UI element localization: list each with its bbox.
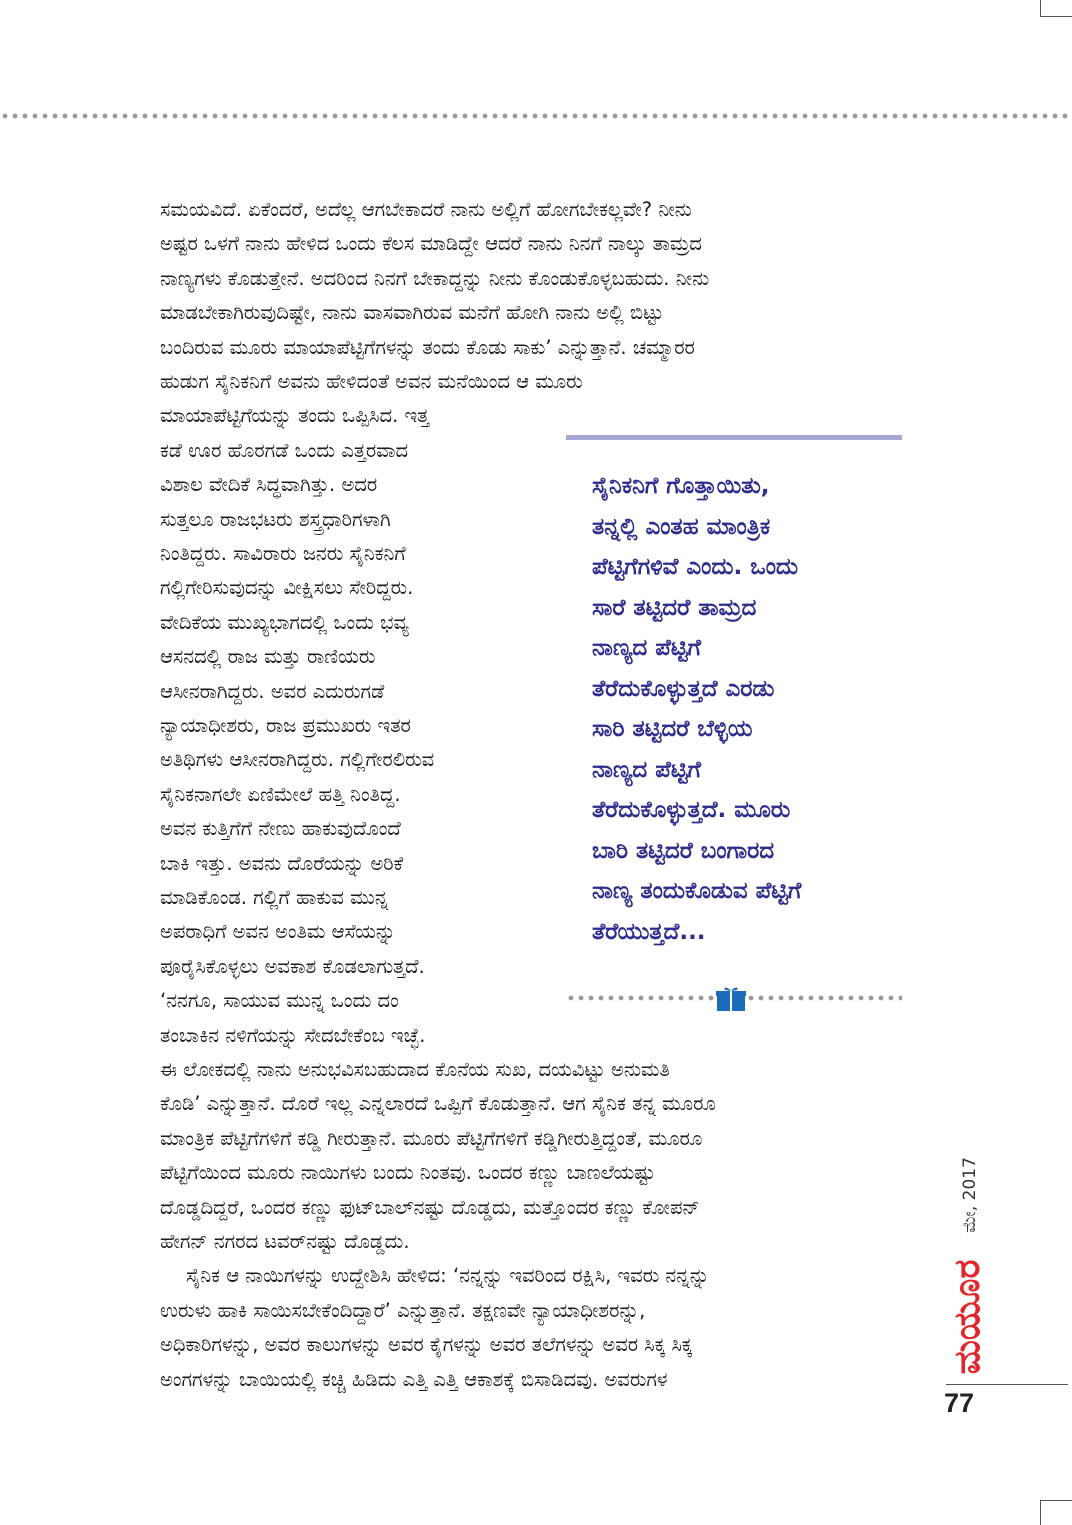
body-line: ಅಧಿಕಾರಿಗಳನ್ನು, ಅವರ ಕಾಲುಗಳನ್ನು ಅವರ ಕೈಗಳನ್ನು ಅವರ ತಲೆಗಳನ್ನು ಅವರ ಸಿಕ್ಕ ಸಿಕ್ಕ xyxy=(160,1333,693,1356)
body-line: ಕಡೆ ಊರ ಹೊರಗಡೆ ಒಂದು ಎತ್ತರವಾದ xyxy=(160,439,409,462)
crop-mark-bottom-right-horizontal xyxy=(1040,1500,1072,1501)
body-line: ಬಂದಿರುವ ಮೂರು ಮಾಯಾಪೆಟ್ಟಿಗೆಗಳನ್ನು ತಂದು ಕೊಡು ಸಾಕು’ ಎನ್ನುತ್ತಾನೆ. ಚಮ್ಮಾರರ xyxy=(160,336,695,359)
body-line: ಕೊಡಿ’ ಎನ್ನುತ್ತಾನೆ. ದೊರೆ ಇಲ್ಲ ಎನ್ನಲಾರದೆ ಒಪ್ಪಿಗೆ ಕೊಡುತ್ತಾನೆ. ಆಗ ಸೈನಿಕ ತನ್ನ ಮೂರೂ xyxy=(160,1092,716,1115)
body-line: ಬಾಕಿ ಇತ್ತು. ಅವನು ದೊರೆಯನ್ನು ಅರಿಕೆ xyxy=(160,852,404,875)
pull-quote-line: ತನ್ನಲ್ಲಿ ಎಂತಹ ಮಾಂತ್ರಿಕ xyxy=(592,513,771,540)
crop-mark-top-right-horizontal xyxy=(1040,16,1072,17)
body-line: ಅಷ್ಟರ ಒಳಗೆ ನಾನು ಹೇಳಿದ ಒಂದು ಕೆಲಸ ಮಾಡಿದ್ದೇ ಆದರೆ ನಾನು ನಿನಗೆ ನಾಲ್ಕು ತಾಮ್ರದ xyxy=(160,232,702,255)
body-line: ನಾಣ್ಯಗಳು ಕೊಡುತ್ತೇನೆ. ಅದರಿಂದ ನಿನಗೆ ಬೇಕಾದ್ದನ್ನು ನೀನು ಕೊಂಡುಕೊಳ್ಳಬಹುದು. ನೀನು xyxy=(160,267,710,290)
pull-quote-line: ತೆರೆದುಕೊಳ್ಳುತ್ತದೆ ಎರಡು xyxy=(592,675,775,702)
body-line: ಹುಡುಗ ಸೈನಿಕನಿಗೆ ಅವನು ಹೇಳಿದಂತೆ ಅವನ ಮನೆಯಿಂದ ಆ ಮೂರು xyxy=(160,370,583,393)
body-line: ವಿಶಾಲ ವೇದಿಕೆ ಸಿದ್ಧವಾಗಿತ್ತು. ಅದರ xyxy=(160,473,378,496)
body-line: ಅಂಗಗಳನ್ನು ಬಾಯಿಯಲ್ಲಿ ಕಚ್ಚಿ ಹಿಡಿದು ಎತ್ತಿ ಎತ್ತಿ ಆಕಾಶಕ್ಕೆ ಬಿಸಾಡಿದವು. ಅವರುಗಳ xyxy=(160,1368,668,1391)
body-line: ಮಾಂತ್ರಿಕ ಪೆಟ್ಟಿಗೆಗಳಿಗೆ ಕಡ್ಡಿ ಗೀರುತ್ತಾನೆ. ಮೂರು ಪೆಟ್ಟಿಗೆಗಳಿಗೆ ಕಡ್ಡಿಗೀರುತ್ತಿದ್ದಂತೆ, ಮೂರೂ xyxy=(160,1127,703,1150)
pull-quote-line: ಪೆಟ್ಟಿಗೆಗಳಿವೆ ಎಂದು. ಒಂದು xyxy=(592,554,799,580)
pull-quote-line: ಸೈನಿಕನಿಗೆ ಗೊತ್ತಾಯಿತು, xyxy=(592,473,770,499)
page-number: 77 xyxy=(944,1388,975,1418)
magazine-logo: ಮಯೂರ xyxy=(947,1259,988,1375)
body-line: ಉರುಳು ಹಾಕಿ ಸಾಯಿಸಬೇಕೆಂದಿದ್ದಾರೆ’ ಎನ್ನುತ್ತಾನೆ. ತಕ್ಷಣವೇ ನ್ಯಾಯಾಧೀಶರನ್ನು, xyxy=(160,1299,646,1322)
crop-mark-bottom-right-vertical xyxy=(1040,1500,1041,1525)
body-line: ವೇದಿಕೆಯ ಮುಖ್ಯಭಾಗದಲ್ಲಿ ಒಂದು ಭವ್ಯ xyxy=(160,611,409,634)
body-line: ಅಪರಾಧಿಗೆ ಅವನ ಅಂತಿಮ ಆಸೆಯನ್ನು xyxy=(160,920,396,943)
body-line: ಅತಿಥಿಗಳು ಆಸೀನರಾಗಿದ್ದರು. ಗಲ್ಲಿಗೇರಲಿರುವ xyxy=(160,748,435,771)
top-dotted-divider xyxy=(0,112,1072,120)
body-line: ಅವನ ಕುತ್ತಿಗೆಗೆ ನೇಣು ಹಾಕುವುದೊಂದೆ xyxy=(160,817,401,840)
gift-box-icon xyxy=(716,986,746,1012)
page-number-rule xyxy=(946,1384,1068,1385)
pull-quote-line: ತೆರೆಯುತ್ತದೆ... xyxy=(592,918,706,945)
pull-quote-line: ತೆರೆದುಕೊಳ್ಳುತ್ತದೆ. ಮೂರು xyxy=(592,797,791,823)
body-line: ಹೇಗನ್ ನಗರದ ಟವರ್‌ನಷ್ಟು ದೊಡ್ಡದು. xyxy=(160,1230,410,1253)
pull-quote-top-rule xyxy=(566,435,902,440)
body-line: ಈ ಲೋಕದಲ್ಲಿ ನಾನು ಅನುಭವಿಸಬಹುದಾದ ಕೊನೆಯ ಸುಖ, ದಯವಿಟ್ಟು ಅನುಮತಿ xyxy=(160,1058,670,1081)
body-line: ತಂಬಾಕಿನ ನಳಿಗೆಯನ್ನು ಸೇದಬೇಕೆಂಬ ಇಚ್ಛೆ. xyxy=(160,1024,426,1047)
body-line: ಮಾಡಬೇಕಾಗಿರುವುದಿಷ್ಟೇ, ನಾನು ವಾಸವಾಗಿರುವ ಮನೆಗೆ ಹೋಗಿ ನಾನು ಅಲ್ಲಿ ಬಿಟ್ಟು xyxy=(160,301,664,324)
pull-quote-line: ನಾಣ್ಯದ ಪೆಟ್ಟಿಗೆ xyxy=(592,635,701,661)
body-line: ಆಸೀನರಾಗಿದ್ದರು. ಅವರ ಎದುರುಗಡೆ xyxy=(160,680,385,703)
body-line: ಗಲ್ಲಿಗೇರಿಸುವುದನ್ನು ವೀಕ್ಷಿಸಲು ಸೇರಿದ್ದರು. xyxy=(160,576,414,599)
pull-quote-line: ನಾಣ್ಯದ ಪೆಟ್ಟಿಗೆ xyxy=(592,756,701,783)
body-line: ಮಾಯಾಪೆಟ್ಟಿಗೆಯನ್ನು ತಂದು ಒಪ್ಪಿಸಿದ. ಇತ್ತ xyxy=(160,404,430,427)
pull-quote-line: ಸಾರಿ ತಟ್ಟಿದರೆ ಬೆಳ್ಳಿಯ xyxy=(592,716,753,742)
body-line: ನ್ಯಾಯಾಧೀಶರು, ರಾಜ ಪ್ರಮುಖರು ಇತರ xyxy=(160,714,411,737)
body-line: ಸೈನಿಕ ಆ ನಾಯಿಗಳನ್ನು ಉದ್ದೇಶಿಸಿ ಹೇಳಿದ: ‘ನನ್ನನ್ನು ಇವರಿಂದ ರಕ್ಷಿಸಿ, ಇವರು ನನ್ನನ್ನು xyxy=(186,1264,710,1287)
body-line: ಸುತ್ತಲೂ ರಾಜಭಟರು ಶಸ್ತ್ರಧಾರಿಗಳಾಗಿ xyxy=(160,508,391,531)
body-line: ಮಾಡಿಕೊಂಡ. ಗಲ್ಲಿಗೆ ಹಾಕುವ ಮುನ್ನ xyxy=(160,886,389,909)
body-line: ಸಮಯವಿದೆ. ಏಕೆಂದರೆ, ಅದೆಲ್ಲ ಆಗಬೇಕಾದರೆ ನಾನು ಅಲ್ಲಿಗೆ ಹೋಗಬೇಕಲ್ಲವೇ? ನೀನು xyxy=(160,198,692,221)
pull-quote-line: ನಾಣ್ಯ ತಂದುಕೊಡುವ ಪೆಟ್ಟಿಗೆ xyxy=(592,878,802,904)
pull-quote-bottom-divider xyxy=(566,986,902,1012)
issue-date: ಮೇ, 2017 xyxy=(960,1157,980,1233)
body-line: ‘ನನಗೂ, ಸಾಯುವ ಮುನ್ನ ಒಂದು ದಂ xyxy=(160,989,399,1012)
crop-mark-top-right-vertical xyxy=(1040,0,1041,16)
body-line: ಪೆಟ್ಟಿಗೆಯಿಂದ ಮೂರು ನಾಯಿಗಳು ಬಂದು ನಿಂತವು. ಒಂದರ ಕಣ್ಣು ಬಾಣಲೆಯಷ್ಟು xyxy=(160,1161,656,1184)
body-line: ಆಸನದಲ್ಲಿ ರಾಜ ಮತ್ತು ರಾಣಿಯರು xyxy=(160,645,376,668)
pull-quote-line: ಬಾರಿ ತಟ್ಟಿದರೆ ಬಂಗಾರದ xyxy=(592,837,775,864)
body-line: ದೊಡ್ಡದಿದ್ದರೆ, ಒಂದರ ಕಣ್ಣು ಫುಟ್‌ಬಾಲ್‌ನಷ್ಟು ದೊಡ್ಡದು, ಮತ್ತೊಂದರ ಕಣ್ಣು ಕೋಪನ್ xyxy=(160,1196,700,1219)
pull-quote-line: ಸಾರೆ ತಟ್ಟಿದರೆ ತಾಮ್ರದ xyxy=(592,594,757,621)
body-line: ನಿಂತಿದ್ದರು. ಸಾವಿರಾರು ಜನರು ಸೈನಿಕನಿಗೆ xyxy=(160,542,406,565)
body-line: ಸೈನಿಕನಾಗಲೇ ಏಣಿಮೇಲೆ ಹತ್ತಿ ನಿಂತಿದ್ದ. xyxy=(160,783,401,806)
pull-quote xyxy=(592,466,912,952)
body-line: ಪೂರೈಸಿಕೊಳ್ಳಲು ಅವಕಾಶ ಕೊಡಲಾಗುತ್ತದೆ. xyxy=(160,955,425,978)
